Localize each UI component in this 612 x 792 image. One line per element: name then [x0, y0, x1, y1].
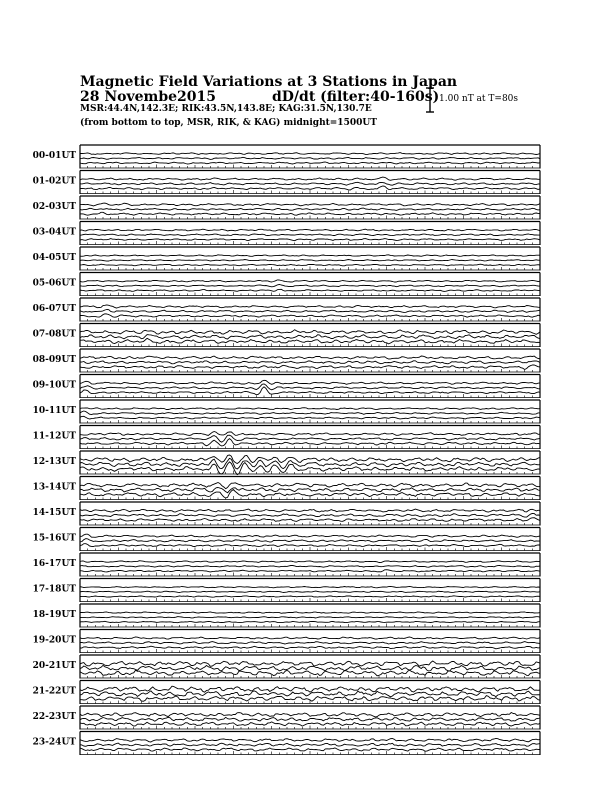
minute-ticks [80, 267, 540, 271]
trace-kag [80, 280, 540, 282]
order-note: (from bottom to top, MSR, RIK, & KAG) midnight=1500UT [80, 118, 377, 128]
trace-kag [80, 534, 540, 537]
hour-label: 02-03UT [32, 202, 76, 212]
trace-msr [80, 416, 540, 419]
trace-rik [80, 411, 540, 415]
trace-kag [80, 455, 540, 464]
hour-label: 03-04UT [32, 227, 76, 238]
trace-rik [80, 310, 540, 313]
trace-kag [80, 408, 540, 410]
trace-msr [80, 212, 540, 215]
minute-ticks [80, 190, 540, 194]
trace-msr [80, 646, 540, 649]
trace-kag [80, 432, 540, 436]
hour-label: 23-24UT [32, 737, 76, 748]
minute-ticks [80, 700, 540, 704]
trace-msr [80, 162, 540, 164]
trace-kag [80, 509, 540, 512]
trace-rik [80, 384, 540, 390]
stations-label: MSR:44.4N,142.3E; RIK:43.5N,143.8E; KAG:31.5N,130.7E [80, 104, 372, 114]
trace-rik [80, 234, 540, 236]
trace-kag [80, 255, 540, 256]
trace-rik [80, 208, 540, 210]
minute-ticks [80, 216, 540, 220]
trace-msr [80, 596, 540, 597]
trace-rik [80, 335, 540, 339]
hour-label: 12-13UT [32, 457, 76, 467]
trace-msr [80, 621, 540, 622]
minute-ticks [80, 496, 540, 500]
hour-label: 22-23UT [32, 712, 76, 722]
hour-label: 11-12UT [32, 431, 76, 442]
trace-rik [80, 665, 540, 671]
trace-kag [80, 229, 540, 231]
trace-kag [80, 686, 540, 692]
trace-kag [80, 153, 540, 155]
hour-label: 16-17UT [32, 559, 76, 569]
hour-row [33, 706, 540, 730]
hour-row [33, 426, 540, 450]
trace-kag [80, 380, 540, 384]
minute-ticks [80, 751, 540, 755]
hour-label: 08-09UT [32, 355, 76, 365]
hour-label: 09-10UT [32, 380, 76, 391]
hour-row [33, 681, 540, 705]
trace-msr [80, 748, 540, 751]
trace-rik [80, 565, 540, 567]
trace-msr [80, 186, 540, 190]
hour-label: 01-02UT [32, 176, 76, 187]
trace-kag [80, 356, 540, 359]
minute-ticks [80, 343, 540, 347]
chart-title: Magnetic Field Variations at 3 Stations in Japan [80, 74, 458, 90]
trace-rik [80, 717, 540, 721]
date-label: 28 Novembe2015 [80, 89, 217, 105]
trace-rik [80, 513, 540, 517]
trace-rik [80, 539, 540, 542]
hour-label: 15-16UT [32, 533, 76, 544]
hour-row [33, 579, 540, 603]
hour-row [33, 553, 540, 577]
trace-rik [80, 743, 540, 746]
hour-label: 21-22UT [32, 686, 76, 697]
hour-row [33, 604, 540, 628]
minute-ticks [80, 445, 540, 449]
hour-row [33, 477, 540, 501]
minute-ticks [80, 471, 540, 475]
hour-label: 18-19UT [32, 610, 76, 620]
hour-row [33, 451, 540, 475]
quantity-label: dD/dt (filter:40-160s) [272, 89, 440, 105]
trace-kag [80, 586, 540, 587]
hour-row [33, 273, 540, 297]
trace-msr [80, 289, 540, 291]
trace-rik [80, 182, 540, 185]
minute-ticks [80, 369, 540, 373]
hour-row [33, 502, 540, 526]
hour-row [33, 655, 540, 679]
hour-rows [33, 145, 540, 755]
trace-kag [80, 203, 540, 206]
trace-kag [80, 637, 540, 639]
minute-ticks [80, 394, 540, 398]
trace-msr [80, 696, 540, 702]
trace-msr [80, 239, 540, 241]
hour-row [33, 349, 540, 373]
trace-msr [80, 264, 540, 266]
minute-ticks [80, 675, 540, 679]
hour-label: 17-18UT [32, 584, 76, 595]
hour-row [33, 400, 540, 424]
trace-msr [80, 439, 540, 446]
trace-rik [80, 591, 540, 592]
minute-ticks [80, 726, 540, 730]
hour-row [33, 196, 540, 220]
trace-rik [80, 157, 540, 159]
minute-ticks [80, 420, 540, 424]
trace-rik [80, 435, 540, 442]
minute-ticks [80, 165, 540, 169]
trace-rik [80, 361, 540, 364]
minute-ticks [80, 649, 540, 653]
trace-kag [80, 661, 540, 666]
hour-row [33, 298, 540, 322]
trace-msr [80, 570, 540, 572]
minute-ticks [80, 598, 540, 602]
trace-kag [80, 738, 540, 742]
hour-label: 20-21UT [32, 661, 76, 671]
minute-ticks [80, 318, 540, 322]
hour-label: 13-14UT [32, 482, 76, 493]
trace-msr [80, 314, 540, 317]
trace-kag [80, 713, 540, 717]
hour-row [33, 171, 540, 195]
hour-row [33, 375, 540, 399]
minute-ticks [80, 573, 540, 577]
trace-rik [80, 488, 540, 493]
trace-kag [80, 561, 540, 563]
scale-label: 1.00 nT at T=80s [439, 94, 519, 104]
hour-label: 10-11UT [32, 406, 76, 416]
trace-rik [80, 260, 540, 262]
hour-row [33, 732, 540, 756]
hour-label: 06-07UT [32, 304, 76, 314]
hour-label: 05-06UT [32, 278, 76, 289]
minute-ticks [80, 241, 540, 245]
minute-ticks [80, 547, 540, 551]
hour-label: 00-01UT [32, 151, 76, 161]
hour-label: 07-08UT [32, 329, 76, 340]
trace-msr [80, 722, 540, 726]
hour-row [33, 222, 540, 246]
hour-label: 04-05UT [32, 253, 76, 263]
trace-kag [80, 483, 540, 489]
trace-msr [80, 544, 540, 547]
trace-kag [80, 305, 540, 308]
hour-label: 19-20UT [32, 635, 76, 646]
trace-kag [80, 330, 540, 335]
minute-ticks [80, 624, 540, 628]
hour-row [33, 324, 540, 348]
trace-kag [80, 612, 540, 613]
hour-label: 14-15UT [32, 508, 76, 518]
hour-row [33, 630, 540, 654]
trace-rik [80, 642, 540, 644]
hour-row [33, 145, 540, 169]
trace-rik [80, 617, 540, 618]
trace-kag [80, 177, 540, 180]
trace-msr [80, 518, 540, 522]
minute-ticks [80, 522, 540, 526]
trace-rik [80, 284, 540, 286]
hour-row [33, 528, 540, 552]
minute-ticks [80, 292, 540, 296]
hour-row [33, 247, 540, 271]
